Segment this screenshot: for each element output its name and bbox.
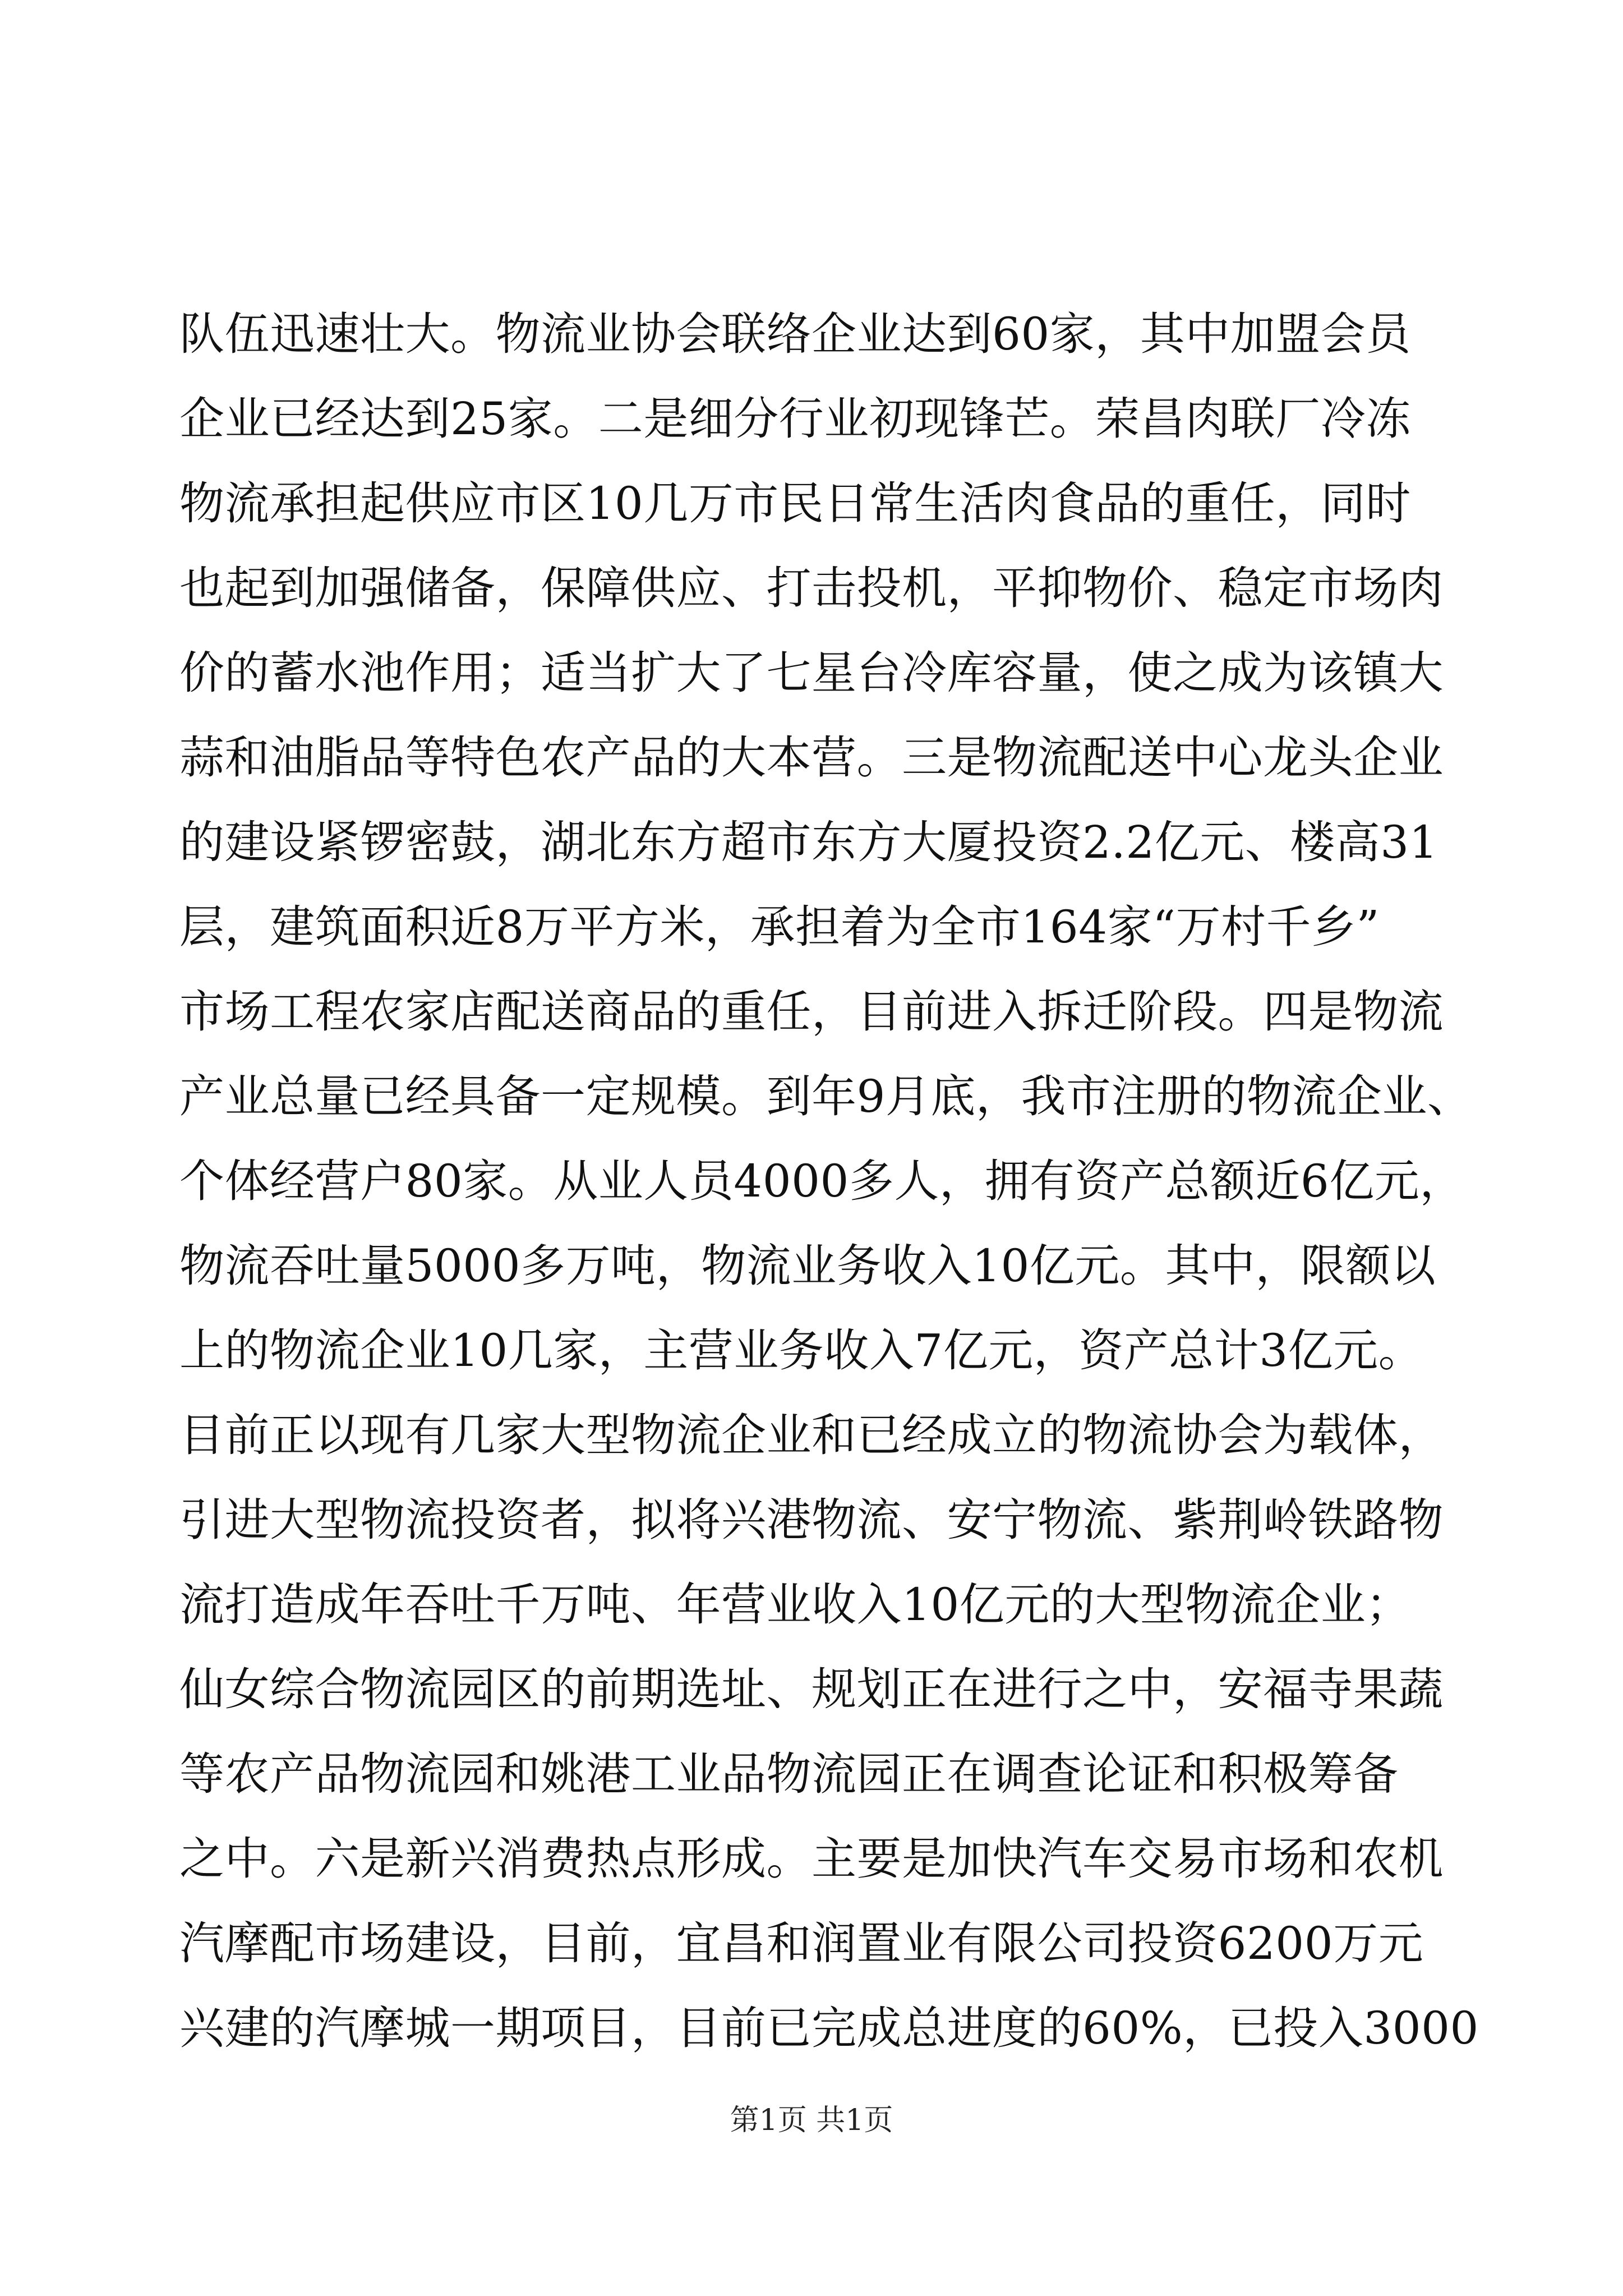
text-line: 物流吞吐量5000多万吨，物流业务收入10亿元。其中，限额以 (179, 1240, 1436, 1292)
text-line: 目前正以现有几家大型物流企业和已经成立的物流协会为载体， (179, 1409, 1444, 1461)
page-number: 第1页 共1页 (730, 2104, 893, 2137)
text-line: 兴建的汽摩城一期项目，目前已完成总进度的60%，已投入3000 (179, 2002, 1479, 2054)
text-line: 市场工程农家店配送商品的重任，目前进入拆迁阶段。四是物流 (179, 986, 1444, 1038)
text-line: 的建设紧锣密鼓，湖北东方超市东方大厦投资2.2亿元、楼高31 (179, 816, 1438, 868)
body-text (179, 292, 1479, 2070)
text-line: 层，建筑面积近8万平方米，承担着为全市164家“万村千乡” (179, 901, 1380, 953)
text-line: 产业总量已经具备一定规模。到年9月底，我市注册的物流企业、 (179, 1070, 1473, 1122)
text-line: 引进大型物流投资者，拟将兴港物流、安宁物流、紫荆岭铁路物 (179, 1494, 1444, 1546)
text-line: 物流承担起供应市区10几万市民日常生活肉食品的重任，同时 (179, 477, 1411, 530)
text-line: 等农产品物流园和姚港工业品物流园正在调查论证和积极筹备 (179, 1748, 1399, 1800)
text-line: 价的蓄水池作用；适当扩大了七星台冷库容量，使之成为该镇大 (179, 647, 1444, 699)
text-line: 队伍迅速壮大。物流业协会联络企业达到60家，其中加盟会员 (179, 308, 1411, 360)
text-line: 之中。六是新兴消费热点形成。主要是加快汽车交易市场和农机 (179, 1833, 1444, 1885)
text-line: 汽摩配市场建设，目前，宜昌和润置业有限公司投资6200万元 (179, 1917, 1424, 1970)
text-line: 仙女综合物流园区的前期选址、规划正在进行之中，安福寺果蔬 (179, 1663, 1444, 1715)
text-line: 蒜和油脂品等特色农产品的大本营。三是物流配送中心龙头企业 (179, 731, 1444, 784)
page-footer (0, 2098, 1623, 2143)
text-line: 也起到加强储备，保障供应、打击投机，平抑物价、稳定市场肉 (179, 562, 1444, 614)
text-line: 企业已经达到25家。二是细分行业初现锋芒。荣昌肉联厂冷冻 (179, 393, 1411, 445)
text-line: 上的物流企业10几家，主营业务收入7亿元，资产总计3亿元。 (179, 1324, 1424, 1377)
text-line: 个体经营户80家。从业人员4000多人，拥有资产总额近6亿元， (179, 1155, 1465, 1207)
text-line: 流打造成年吞吐千万吨、年营业收入10亿元的大型物流企业； (179, 1579, 1411, 1631)
